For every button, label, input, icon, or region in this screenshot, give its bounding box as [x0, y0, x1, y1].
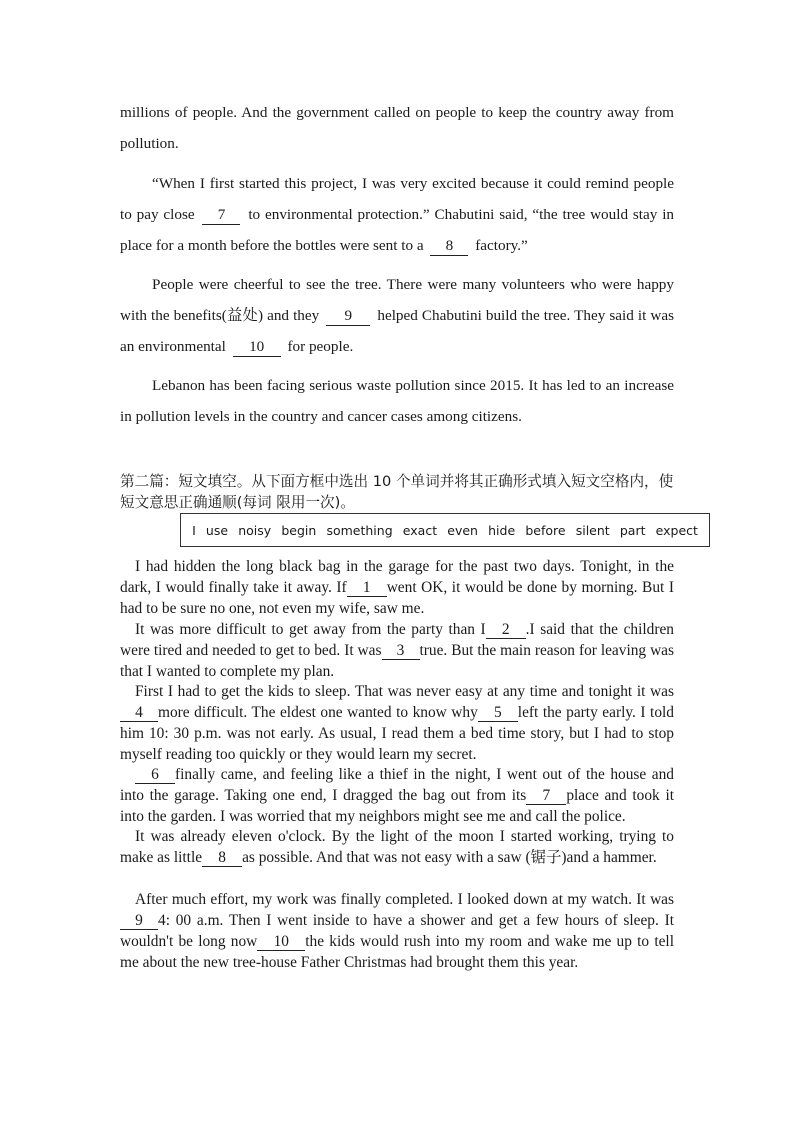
- paragraph-text: First I had to get the kids to sleep. That was never easy at any time and tonight it was: [135, 683, 674, 700]
- word-bank-item: I: [192, 522, 196, 538]
- blank-4[interactable]: 4: [120, 705, 158, 722]
- paragraph-text: went OK, it would be done by morning. But I had to be sure no one, not even my wife, saw me.: [120, 579, 674, 617]
- paragraph-text: It was more difficult to get away from the party than I: [135, 621, 486, 638]
- paragraph-text: People were cheerful to see the tree. There were many volunteers who were happy with the benefits(益处) and they: [120, 276, 674, 324]
- word-bank-item: silent: [575, 522, 610, 538]
- blank-7[interactable]: 7: [202, 206, 240, 225]
- blank-6[interactable]: 6: [135, 767, 175, 784]
- word-bank-item: hide: [488, 522, 516, 538]
- blank-7[interactable]: 7: [526, 788, 566, 805]
- blank-1[interactable]: 1: [347, 580, 387, 597]
- paragraph-text: place and took it into the garden. I was worried that my neighbors might see me and call the police.: [120, 787, 674, 825]
- word-bank-item: even: [447, 522, 478, 538]
- paragraph-text: the kids would rush into my room and wake me up to tell me about the new tree-house Father Christmas had brought them this year.: [120, 933, 674, 971]
- paragraph-text: millions of people. And the government called on people to keep the country away from pollution.: [120, 104, 674, 152]
- word-bank-item: something: [326, 522, 393, 538]
- paragraph-text: helped Chabutini build the tree. They said it was an environmental: [120, 307, 675, 355]
- blank-10[interactable]: 10: [257, 934, 305, 951]
- word-bank-item: use: [205, 522, 229, 538]
- paragraph-text: I had hidden the long black bag in the garage for the past two days. Tonight, in the dark, I would finally take it away. If: [120, 558, 674, 596]
- blank-5[interactable]: 5: [478, 705, 518, 722]
- passage2-paragraph-4: [120, 764, 674, 827]
- passage1-paragraph-4: [120, 370, 674, 432]
- section-heading: 第二篇：短文填空。从下面方框中选出 10 个单词并将其正确形式填入短文空格内，使短文意思正确通顺(每词 限用一次)。: [120, 473, 674, 511]
- word-bank-item: begin: [281, 522, 317, 538]
- blank-10[interactable]: 10: [233, 338, 281, 357]
- word-bank-item: expect: [655, 522, 698, 538]
- word-bank-item: exact: [402, 522, 438, 538]
- blank-8[interactable]: 8: [202, 850, 242, 867]
- passage1-paragraph-3: [120, 269, 674, 362]
- paragraph-text: for people.: [287, 338, 354, 355]
- paragraph-text: 4: 00 a.m. Then I went inside to have a shower and get a few hours of sleep. It wouldn't be long now: [120, 912, 674, 950]
- word-bank-box: [180, 513, 710, 547]
- blank-2[interactable]: 2: [486, 622, 526, 639]
- paragraph-text: finally came, and feeling like a thief in the night, I went out of the house and into the garage. Taking one end, I dragged the bag out from its: [120, 766, 674, 804]
- passage2-paragraph-5: [120, 826, 674, 868]
- paragraph-text: as possible. And that was not easy with a saw (锯子)and a hammer.: [242, 849, 657, 866]
- word-bank-item: part: [619, 522, 646, 538]
- paragraph-text: factory.”: [475, 237, 528, 254]
- paragraph-text: more difficult. The eldest one wanted to know why: [158, 704, 478, 721]
- passage2-paragraph-2: [120, 619, 674, 682]
- paragraph-text: left the party early. I told him 10: 30 p.m. was not early. As usual, I read them a bed time story, but I had to stop myself reading too quickly or they would learn my secret.: [120, 704, 674, 763]
- word-bank-item: before: [525, 522, 566, 538]
- passage2-paragraph-3: [120, 681, 674, 765]
- paragraph-text: After much effort, my work was finally completed. I looked down at my watch. It was: [135, 891, 674, 908]
- passage1-paragraph-1: [120, 97, 674, 159]
- paragraph-text: .I said that the children were tired and needed to get to bed. It was: [120, 621, 674, 659]
- paragraph-text: “When I first started this project, I was very excited because it could remind people to pay close: [120, 175, 674, 223]
- blank-8[interactable]: 8: [430, 237, 468, 256]
- blank-3[interactable]: 3: [382, 643, 420, 660]
- passage2-paragraph-1: [120, 556, 674, 619]
- word-bank-item: noisy: [238, 522, 272, 538]
- passage2-paragraph-6: [120, 889, 674, 973]
- paragraph-text: true. But the main reason for leaving was that I wanted to complete my plan.: [120, 642, 674, 680]
- paragraph-text: to environmental protection.” Chabutini said, “the tree would stay in place for a month before the bottles were sent to a: [120, 206, 675, 254]
- paragraph-text: Lebanon has been facing serious waste pollution since 2015. It has led to an increase in pollution levels in the country and cancer cases among citizens.: [120, 377, 674, 425]
- paragraph-text: It was already eleven o'clock. By the light of the moon I started working, trying to make as little: [120, 828, 674, 866]
- blank-9[interactable]: 9: [120, 913, 158, 930]
- blank-9[interactable]: 9: [326, 307, 370, 326]
- passage1-paragraph-2: [120, 168, 674, 261]
